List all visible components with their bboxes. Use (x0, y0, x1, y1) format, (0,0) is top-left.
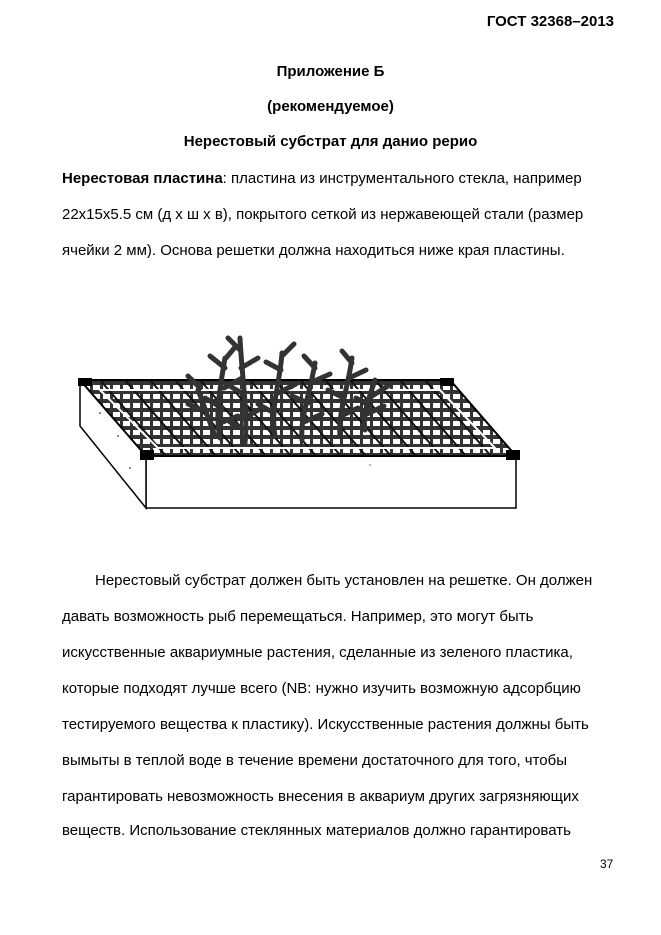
plate-front-face (146, 456, 516, 508)
plate-mesh-top (80, 380, 516, 456)
body-line-3: искусственные аквариумные растения, сделанные из зеленого пластика, (62, 644, 573, 661)
corner-cap (506, 450, 520, 460)
body-line-7: гарантировать невозможность внесения в аквариум других загрязняющих (62, 788, 579, 805)
body-line-5: тестируемого вещества к пластику). Искусственные растения должны быть (62, 716, 589, 733)
body-line-4: которые подходят лучше всего (NB: нужно изучить возможную адсорбцию (62, 680, 581, 697)
plate-term: Нерестовая пластина (62, 170, 223, 187)
page-number: 37 (600, 857, 614, 871)
plate-paragraph-line-1 (62, 170, 582, 187)
plate-paragraph-line-3: ячейки 2 мм). Основа решетки должна находиться ниже края пластины. (62, 242, 565, 259)
corner-cap (140, 450, 154, 460)
appendix-status: (рекомендуемое) (267, 98, 394, 115)
document-standard-number: ГОСТ 32368–2013 (486, 13, 614, 30)
body-line-6: вымыты в теплой воде в течение времени достаточного для того, чтобы (62, 752, 568, 769)
spawning-plate-illustration (70, 318, 530, 518)
appendix-title: Приложение Б (276, 63, 385, 80)
appendix-subtitle: Нерестовый субстрат для данио рерио (183, 133, 478, 150)
corner-cap (78, 378, 92, 386)
plate-paragraph-line-2: 22x15x5.5 см (д х ш х в), покрытого сеткой из нержавеющей стали (размер (62, 206, 584, 223)
plate-line-1-rest: : пластина из инструментального стекла, например (222, 170, 582, 187)
body-line-8: веществ. Использование стеклянных материалов должно гарантировать (62, 822, 571, 839)
body-line-2: давать возможность рыб перемещаться. Например, это могут быть (62, 608, 534, 625)
corner-cap (440, 378, 454, 386)
body-line-1: Нерестовый субстрат должен быть установлен на решетке. Он должен (95, 572, 593, 589)
